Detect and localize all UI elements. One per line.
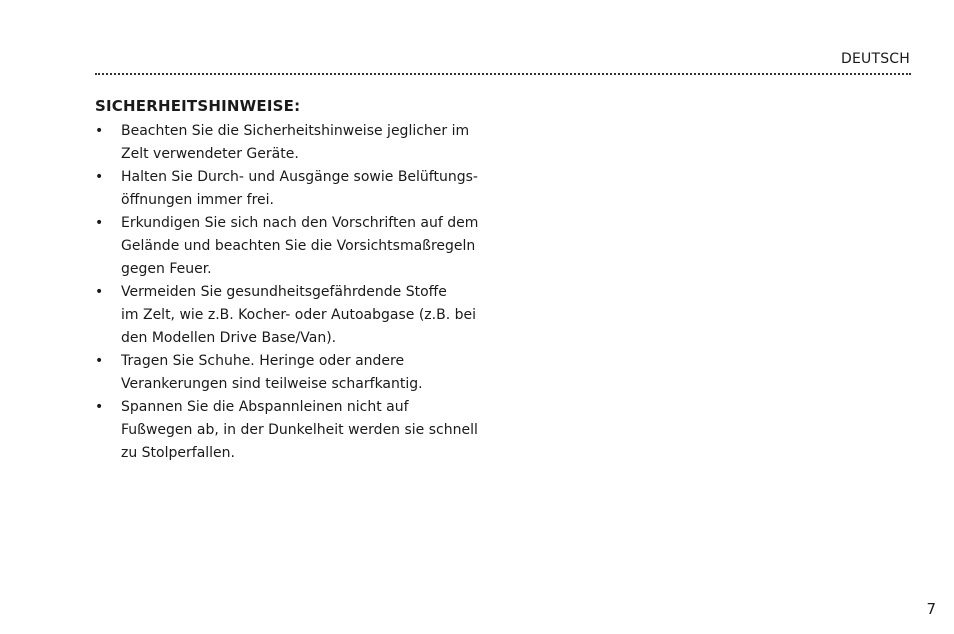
list-item-text: Gelände und beachten Sie die Vorsichtsmaßregeln (121, 238, 476, 254)
bullet-marker: • (95, 353, 104, 369)
list-item-text: öffnungen immer frei. (121, 192, 274, 208)
list-item (95, 120, 495, 166)
bullet-marker: • (95, 215, 104, 231)
bullet-marker: • (95, 123, 104, 139)
bullet-marker: • (95, 169, 104, 185)
bullet-marker: • (95, 399, 104, 415)
list-item (95, 396, 495, 465)
list-item-text: im Zelt, wie z.B. Kocher- oder Autoabgase (z.B. bei (121, 307, 476, 323)
safety-section (95, 96, 495, 465)
list-item-text: Zelt verwendeter Geräte. (121, 146, 299, 162)
list-item-text: Tragen Sie Schuhe. Heringe oder andere (121, 353, 405, 369)
list-item (95, 212, 495, 281)
list-item-text: Halten Sie Durch- und Ausgänge sowie Belüftungs- (121, 169, 478, 185)
list-item-text: Vermeiden Sie gesundheitsgefährdende Stoffe (121, 284, 447, 300)
list-item-text: zu Stolperfallen. (121, 445, 235, 461)
list-item (95, 350, 495, 396)
language-label: DEUTSCH (840, 51, 910, 67)
list-item (95, 166, 495, 212)
list-item-text: Beachten Sie die Sicherheitshinweise jeglicher im (121, 123, 470, 139)
list-item-text: Erkundigen Sie sich nach den Vorschriften auf dem (121, 215, 479, 231)
list-item-text: gegen Feuer. (121, 261, 212, 277)
list-item-text: den Modellen Drive Base/Van). (121, 330, 337, 346)
list-item-text: Fußwegen ab, in der Dunkelheit werden sie schnell (121, 422, 478, 438)
bullet-marker: • (95, 284, 104, 300)
list-item (95, 281, 495, 350)
safety-list (95, 120, 495, 465)
list-item-text: Spannen Sie die Abspannleinen nicht auf (121, 399, 409, 415)
list-item-text: Verankerungen sind teilweise scharfkantig. (121, 376, 423, 392)
dotted-divider (95, 73, 911, 75)
section-title: SICHERHEITSHINWEISE: (95, 97, 301, 115)
page-number: 7 (926, 600, 936, 618)
